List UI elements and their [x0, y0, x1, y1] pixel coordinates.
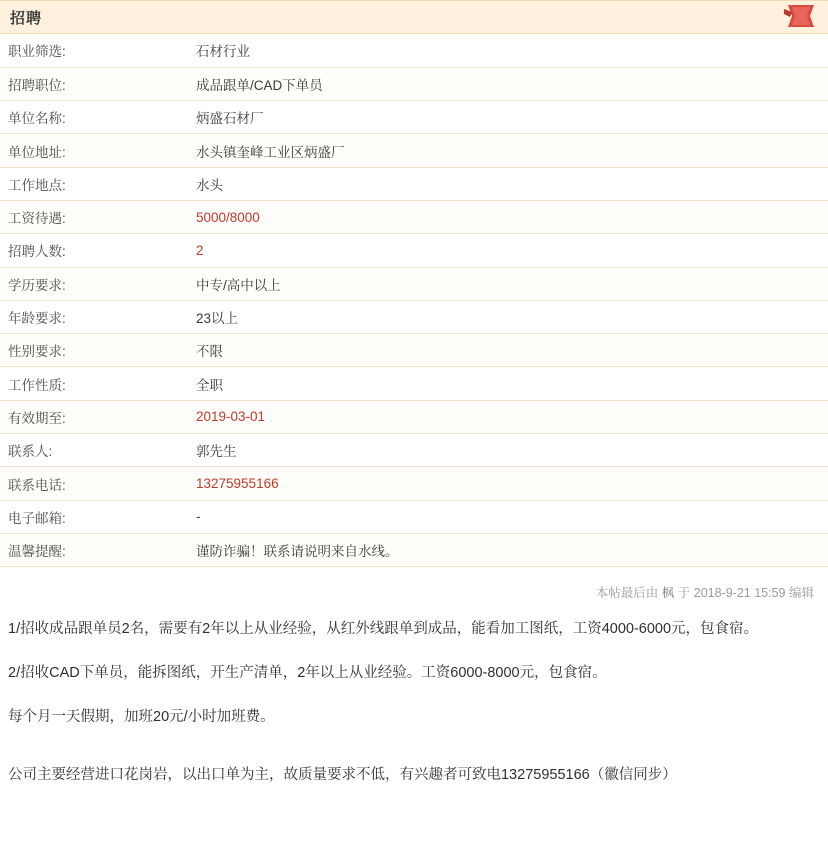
row-label: 职业筛选: [0, 34, 194, 67]
edit-note-author: 枫 [661, 586, 675, 601]
row-label: 工作性质: [0, 367, 194, 400]
row-label: 单位名称: [0, 101, 194, 134]
row-value-salary: 5000/8000 [194, 200, 828, 233]
row-label: 联系人: [0, 434, 194, 467]
row-value: 石材行业 [194, 34, 828, 67]
job-info-body [0, 34, 828, 567]
edit-note-prefix: 本帖最后由 [595, 586, 659, 601]
row-label: 联系电话: [0, 467, 194, 500]
row-label: 招聘人数: [0, 234, 194, 267]
table-row [0, 334, 828, 367]
table-row [0, 467, 828, 500]
row-label: 电子邮箱: [0, 500, 194, 533]
row-label: 单位地址: [0, 134, 194, 167]
table-row [0, 34, 828, 67]
body-paragraph-1: 1/招收成品跟单员2名，需要有2年以上从业经验，从红外线跟单到成品，能看加工图纸，工资4000-6000元，包食宿。 [8, 621, 759, 638]
table-row [0, 267, 828, 300]
row-label: 年龄要求: [0, 300, 194, 333]
row-value: 全职 [194, 367, 828, 400]
row-label: 性别要求: [0, 334, 194, 367]
row-label: 温馨提醒: [0, 533, 194, 566]
job-info-table [0, 34, 828, 567]
table-row [0, 67, 828, 100]
row-label: 工作地点: [0, 167, 194, 200]
row-value: 水头 [194, 167, 828, 200]
table-row [0, 101, 828, 134]
row-value: 不限 [194, 334, 828, 367]
row-value: 成品跟单/CAD下单员 [194, 67, 828, 100]
table-row [0, 500, 828, 533]
row-value-expiry: 2019-03-01 [194, 400, 828, 433]
last-edited-note [0, 567, 828, 601]
edit-note-suffix: 编辑 [788, 586, 814, 601]
page-title: 招聘 [10, 9, 43, 27]
table-row [0, 400, 828, 433]
body-paragraph-3: 每个月一天假期，加班20元/小时加班费。 [8, 708, 275, 725]
row-label: 工资待遇: [0, 200, 194, 233]
row-label: 有效期至: [0, 400, 194, 433]
row-value: 中专/高中以上 [194, 267, 828, 300]
post-body [0, 601, 828, 786]
row-label: 招聘职位: [0, 67, 194, 100]
red-ribbon-icon [784, 3, 818, 29]
row-value: 水头镇奎峰工业区炳盛厂 [194, 134, 828, 167]
post-header [0, 0, 828, 34]
table-row [0, 134, 828, 167]
table-row [0, 533, 828, 566]
row-label: 学历要求: [0, 267, 194, 300]
row-value-phone: 13275955166 [194, 467, 828, 500]
row-value: 炳盛石材厂 [194, 101, 828, 134]
row-value: 谨防诈骗！联系请说明来自水线。 [194, 533, 828, 566]
row-value: - [194, 500, 828, 533]
edit-note-middle: 于 [677, 586, 691, 601]
table-row [0, 300, 828, 333]
table-row [0, 167, 828, 200]
body-paragraph-2: 2/招收CAD下单员，能拆图纸，开生产清单，2年以上从业经验。工资6000-8000元，包食宿。 [8, 665, 607, 681]
table-row [0, 367, 828, 400]
row-value-headcount: 2 [194, 234, 828, 267]
row-value: 郭先生 [194, 434, 828, 467]
body-paragraph-4: 公司主要经营进口花岗岩，以出口单为主，故质量要求不低，有兴趣者可致电13275955166（徽信同步） [8, 766, 677, 783]
table-row [0, 200, 828, 233]
edit-note-time: 2018-9-21 15:59 [693, 586, 786, 601]
row-value: 23以上 [194, 300, 828, 333]
table-row [0, 434, 828, 467]
table-row [0, 234, 828, 267]
